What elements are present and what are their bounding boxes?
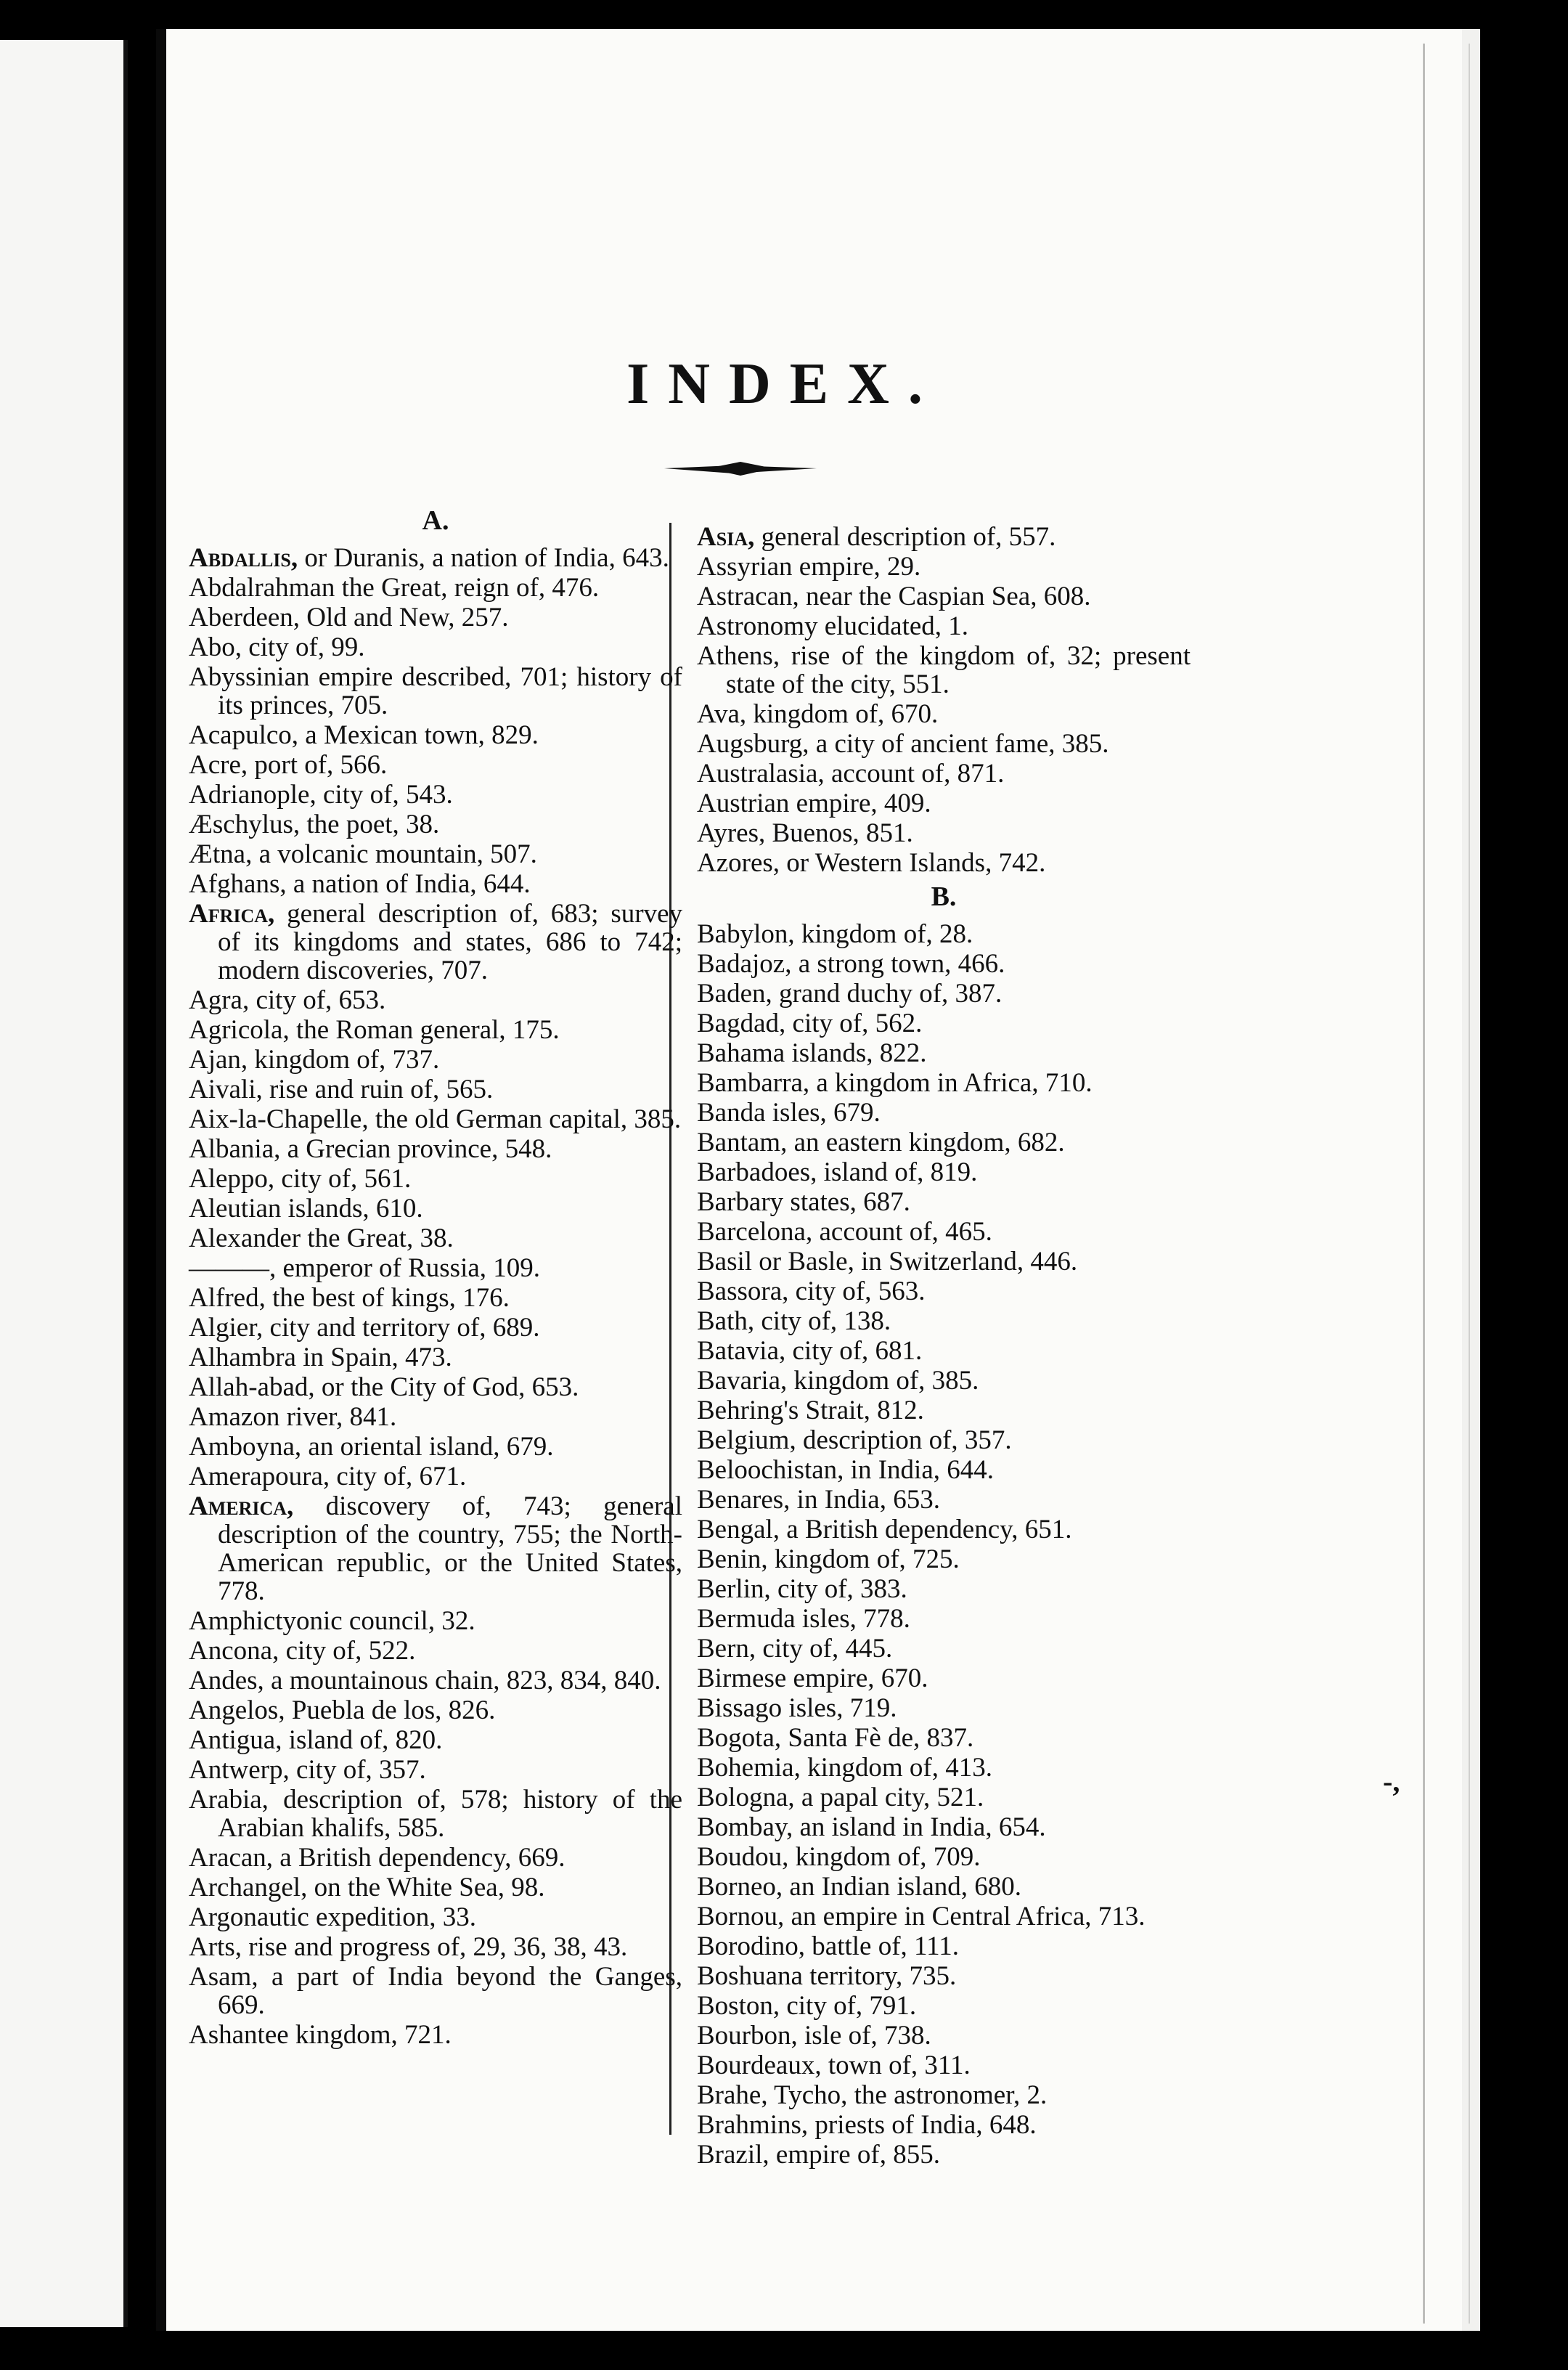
- entry-text: Aberdeen, Old and New, 257.: [189, 603, 509, 632]
- entry-text: Abo, city of, 99.: [189, 632, 365, 662]
- index-entry: [697, 1843, 1191, 1871]
- index-entry: [697, 1128, 1191, 1157]
- entry-text: Belgium, description of, 357.: [697, 1425, 1012, 1455]
- entry-text: Bantam, an eastern kingdom, 682.: [697, 1128, 1065, 1157]
- index-entry: [189, 1492, 682, 1605]
- entry-text: ———, emperor of Russia, 109.: [189, 1253, 541, 1283]
- index-entry: [189, 1933, 682, 1961]
- index-entry: [697, 523, 1191, 551]
- entry-text: Ætna, a volcanic mountain, 507.: [189, 839, 537, 869]
- entry-text: Boshuana territory, 735.: [697, 1961, 957, 1991]
- entry-text: Angelos, Puebla de los, 826.: [189, 1695, 496, 1725]
- entry-text: general description of, 557.: [754, 522, 1056, 552]
- index-entry: [697, 1188, 1191, 1216]
- index-entry: [189, 1194, 682, 1223]
- index-entry: [189, 751, 682, 779]
- index-entry: [697, 730, 1191, 758]
- entry-text: Bornou, an empire in Central Africa, 713.: [697, 1902, 1146, 1931]
- entry-text: Aivali, rise and ruin of, 565.: [189, 1075, 494, 1104]
- entry-text: or Duranis, a nation of India, 643.: [298, 543, 669, 573]
- index-entry: [697, 849, 1191, 877]
- index-entry: [189, 2021, 682, 2049]
- index-entry: [697, 1039, 1191, 1067]
- ornament-rule-icon: [664, 454, 817, 483]
- section-letter: A.: [422, 505, 449, 536]
- entry-text: Amphictyonic council, 32.: [189, 1606, 475, 1636]
- index-entry: [697, 1545, 1191, 1573]
- index-entry: [697, 760, 1191, 788]
- entry-text: Astronomy elucidated, 1.: [697, 611, 969, 641]
- index-entry: [697, 2111, 1191, 2139]
- entry-text: Aracan, a British dependency, 669.: [189, 1843, 565, 1873]
- entry-text: Bagdad, city of, 562.: [697, 1009, 923, 1038]
- index-entry: [189, 1165, 682, 1193]
- entry-text: Bourdeaux, town of, 311.: [697, 2051, 971, 2080]
- entry-text: Algier, city and territory of, 689.: [189, 1313, 540, 1343]
- index-entry: [697, 1783, 1191, 1812]
- entry-text: discovery of, 743; general description of the country, 755; the North-American republic, or the United States, 778.: [218, 1491, 682, 1606]
- index-entry: [189, 1462, 682, 1491]
- index-entry: [697, 1575, 1191, 1603]
- index-entry: [697, 700, 1191, 728]
- entry-text: Amazon river, 841.: [189, 1402, 397, 1432]
- index-entry: [189, 544, 682, 572]
- entry-text: Bath, city of, 138.: [697, 1306, 891, 1336]
- index-entry: [189, 1873, 682, 1902]
- index-entry: [189, 1373, 682, 1401]
- index-entry: [697, 1664, 1191, 1693]
- index-entry: [697, 2141, 1191, 2169]
- index-entry: [697, 920, 1191, 948]
- entry-lead-word: America,: [189, 1491, 294, 1521]
- index-entry: [189, 1696, 682, 1724]
- index-entry: [697, 1813, 1191, 1841]
- entry-text: Bogota, Santa Fè de, 837.: [697, 1723, 974, 1753]
- entry-text: Antwerp, city of, 357.: [189, 1755, 426, 1785]
- entry-text: Argonautic expedition, 33.: [189, 1902, 476, 1932]
- entry-text: Boston, city of, 791.: [697, 1991, 917, 2021]
- index-entry: [189, 870, 682, 898]
- index-entry: [697, 612, 1191, 640]
- index-entry: [189, 840, 682, 868]
- entry-text: Bahama islands, 822.: [697, 1038, 927, 1068]
- index-entry: [697, 980, 1191, 1008]
- entry-text: Bengal, a British dependency, 651.: [697, 1515, 1072, 1544]
- entry-text: Australasia, account of, 871.: [697, 759, 1005, 789]
- entry-text: Archangel, on the White Sea, 98.: [189, 1873, 545, 1902]
- index-entry: [697, 789, 1191, 818]
- index-entry: [189, 781, 682, 809]
- index-entry: [189, 1254, 682, 1282]
- index-entry: [697, 1456, 1191, 1484]
- index-entry: [697, 1754, 1191, 1782]
- entry-text: Borodino, battle of, 111.: [697, 1931, 960, 1961]
- index-entry: [697, 1873, 1191, 1901]
- index-entry: [189, 810, 682, 839]
- index-entry: [697, 1992, 1191, 2020]
- index-entry: [189, 1016, 682, 1044]
- index-entry: [189, 1224, 682, 1253]
- entry-text: Alexander the Great, 38.: [189, 1223, 454, 1253]
- entry-text: Badajoz, a strong town, 466.: [697, 949, 1005, 979]
- entry-text: Austrian empire, 409.: [697, 789, 931, 818]
- entry-text: Amboyna, an oriental island, 679.: [189, 1432, 554, 1462]
- index-entry: [697, 1307, 1191, 1335]
- section-letter: B.: [931, 881, 957, 912]
- page-title: INDEX.: [626, 351, 942, 416]
- entry-text: Æschylus, the poet, 38.: [189, 810, 440, 839]
- index-entry: [697, 1634, 1191, 1663]
- entry-text: Berlin, city of, 383.: [697, 1574, 907, 1604]
- index-entry: [189, 986, 682, 1014]
- entry-text: Bavaria, kingdom of, 385.: [697, 1366, 979, 1396]
- index-entry: [697, 2081, 1191, 2109]
- index-entry: [189, 1433, 682, 1461]
- entry-text: Adrianople, city of, 543.: [189, 780, 453, 810]
- entry-text: Brahmins, priests of India, 648.: [697, 2110, 1037, 2140]
- index-entry: [189, 721, 682, 749]
- entry-text: Aix-la-Chapelle, the old German capital, 385.: [189, 1104, 682, 1134]
- index-entry: [189, 1314, 682, 1342]
- entry-text: Bambarra, a kingdom in Africa, 710.: [697, 1068, 1093, 1098]
- index-entry: [189, 1726, 682, 1754]
- index-entry: [697, 1009, 1191, 1038]
- index-entry: [697, 1367, 1191, 1395]
- index-entry: [697, 1962, 1191, 1990]
- entry-text: general description of, 683; survey of its kingdoms and states, 686 to 742; modern discoveries, 707.: [218, 899, 682, 985]
- entry-text: Barbadoes, island of, 819.: [697, 1157, 978, 1187]
- index-column-left: [189, 501, 682, 2051]
- entry-text: Arabia, description of, 578; history of the Arabian khalifs, 585.: [189, 1785, 682, 1843]
- entry-text: Ashantee kingdom, 721.: [189, 2020, 452, 2050]
- entry-text: Azores, or Western Islands, 742.: [697, 848, 1046, 878]
- entry-text: Abyssinian empire described, 701; history of its princes, 705.: [189, 662, 682, 720]
- entry-lead-word: Abdallis,: [189, 543, 298, 573]
- index-entry: [697, 1396, 1191, 1425]
- entry-text: Bourbon, isle of, 738.: [697, 2021, 931, 2051]
- index-entry: [189, 663, 682, 720]
- entry-text: Aleppo, city of, 561.: [189, 1164, 412, 1194]
- index-entry: [189, 900, 682, 985]
- entry-text: Basil or Basle, in Switzerland, 446.: [697, 1247, 1078, 1276]
- index-entry: [189, 1046, 682, 1074]
- entry-text: Albania, a Grecian province, 548.: [189, 1134, 552, 1164]
- entry-text: Baden, grand duchy of, 387.: [697, 979, 1003, 1009]
- entry-text: Andes, a mountainous chain, 823, 834, 840.: [189, 1666, 661, 1695]
- entry-text: Birmese empire, 670.: [697, 1664, 928, 1693]
- index-entry: [697, 1337, 1191, 1365]
- entry-text: Astracan, near the Caspian Sea, 608.: [697, 582, 1091, 611]
- entry-text: Assyrian empire, 29.: [697, 552, 921, 582]
- index-entry: [697, 1426, 1191, 1454]
- entry-lead-word: Asia,: [697, 522, 755, 552]
- entry-text: Bern, city of, 445.: [697, 1634, 893, 1664]
- entry-text: Alfred, the best of kings, 176.: [189, 1283, 510, 1313]
- entry-text: Augsburg, a city of ancient fame, 385.: [697, 729, 1109, 759]
- index-entry: [189, 1637, 682, 1665]
- entry-text: Borneo, an Indian island, 680.: [697, 1872, 1021, 1902]
- entry-text: Ava, kingdom of, 670.: [697, 699, 939, 729]
- index-entry: [189, 1607, 682, 1635]
- entry-text: Benares, in India, 653.: [697, 1485, 940, 1515]
- entry-text: Asam, a part of India beyond the Ganges, 669.: [189, 1962, 682, 2020]
- index-column-right: [697, 523, 1191, 2170]
- index-entry: [697, 1694, 1191, 1722]
- entry-text: Afghans, a nation of India, 644.: [189, 869, 531, 899]
- entry-text: Abdalrahman the Great, reign of, 476.: [189, 573, 600, 603]
- entry-text: Arts, rise and progress of, 29, 36, 38, 43.: [189, 1932, 628, 1962]
- entry-text: Ancona, city of, 522.: [189, 1636, 416, 1666]
- entry-text: Batavia, city of, 681.: [697, 1336, 923, 1366]
- entry-text: Babylon, kingdom of, 28.: [697, 919, 973, 949]
- index-entry: [697, 1247, 1191, 1276]
- index-entry: [697, 1158, 1191, 1186]
- index-entry: [189, 1903, 682, 1931]
- entry-text: Alhambra in Spain, 473.: [189, 1343, 452, 1372]
- index-entry: [189, 1284, 682, 1312]
- index-entry: [189, 1135, 682, 1163]
- entry-text: Brahe, Tycho, the astronomer, 2.: [697, 2080, 1048, 2110]
- entry-text: Antigua, island of, 820.: [189, 1725, 443, 1755]
- entry-text: Benin, kingdom of, 725.: [697, 1544, 960, 1574]
- entry-text: Boudou, kingdom of, 709.: [697, 1842, 981, 1872]
- entry-text: Behring's Strait, 812.: [697, 1396, 924, 1425]
- entry-text: Beloochistan, in India, 644.: [697, 1455, 994, 1485]
- index-entry: [189, 1343, 682, 1372]
- index-entry: [189, 574, 682, 602]
- entry-text: Bohemia, kingdom of, 413.: [697, 1753, 992, 1783]
- entry-text: Barcelona, account of, 465.: [697, 1217, 992, 1247]
- entry-text: Athens, rise of the kingdom of, 32; present state of the city, 551.: [697, 641, 1191, 699]
- index-entry: [697, 582, 1191, 611]
- index-entry: [697, 1724, 1191, 1752]
- index-entry: [697, 1277, 1191, 1306]
- entry-text: Acre, port of, 566.: [189, 750, 388, 780]
- entry-text: Aleutian islands, 610.: [189, 1194, 423, 1223]
- entry-text: Amerapoura, city of, 671.: [189, 1462, 467, 1491]
- index-entry: [189, 1403, 682, 1431]
- index-entry: [697, 2021, 1191, 2050]
- entry-lead-word: Africa,: [189, 899, 275, 929]
- entry-text: Agra, city of, 653.: [189, 985, 386, 1015]
- index-entry: [697, 1515, 1191, 1544]
- index-entry: [697, 2051, 1191, 2080]
- index-entry: [697, 1605, 1191, 1633]
- index-entry: [697, 819, 1191, 847]
- entry-text: Bologna, a papal city, 521.: [697, 1783, 984, 1812]
- entry-text: Allah-abad, or the City of God, 653.: [189, 1372, 579, 1402]
- entry-text: Bombay, an island in India, 654.: [697, 1812, 1046, 1842]
- index-entry: [697, 553, 1191, 581]
- entry-text: Bissago isles, 719.: [697, 1693, 897, 1723]
- index-entry: [697, 1069, 1191, 1097]
- entry-text: Bassora, city of, 563.: [697, 1276, 926, 1306]
- entry-text: Agricola, the Roman general, 175.: [189, 1015, 560, 1045]
- index-entry: [697, 1486, 1191, 1514]
- index-entry: [189, 1666, 682, 1695]
- index-entry: [189, 1785, 682, 1842]
- index-entry: [189, 633, 682, 661]
- entry-text: Banda isles, 679.: [697, 1098, 881, 1128]
- entry-text: Bermuda isles, 778.: [697, 1604, 910, 1634]
- entry-text: Acapulco, a Mexican town, 829.: [189, 720, 539, 750]
- index-entry: [697, 642, 1191, 699]
- index-entry: [697, 1218, 1191, 1246]
- margin-mark: -,: [1383, 1765, 1400, 1798]
- entry-text: Ayres, Buenos, 851.: [697, 818, 913, 848]
- entry-text: Ajan, kingdom of, 737.: [189, 1045, 440, 1075]
- index-entry: [189, 603, 682, 632]
- index-entry: [189, 1844, 682, 1872]
- index-entry: [189, 1075, 682, 1104]
- index-entry: [697, 1902, 1191, 1931]
- index-entry: [189, 1105, 682, 1133]
- entry-text: Brazil, empire of, 855.: [697, 2140, 940, 2170]
- index-entry: [697, 1099, 1191, 1127]
- index-entry: [697, 1932, 1191, 1960]
- entry-text: Barbary states, 687.: [697, 1187, 910, 1217]
- index-entry: [189, 1963, 682, 2019]
- index-entry: [189, 1756, 682, 1784]
- index-entry: [697, 950, 1191, 978]
